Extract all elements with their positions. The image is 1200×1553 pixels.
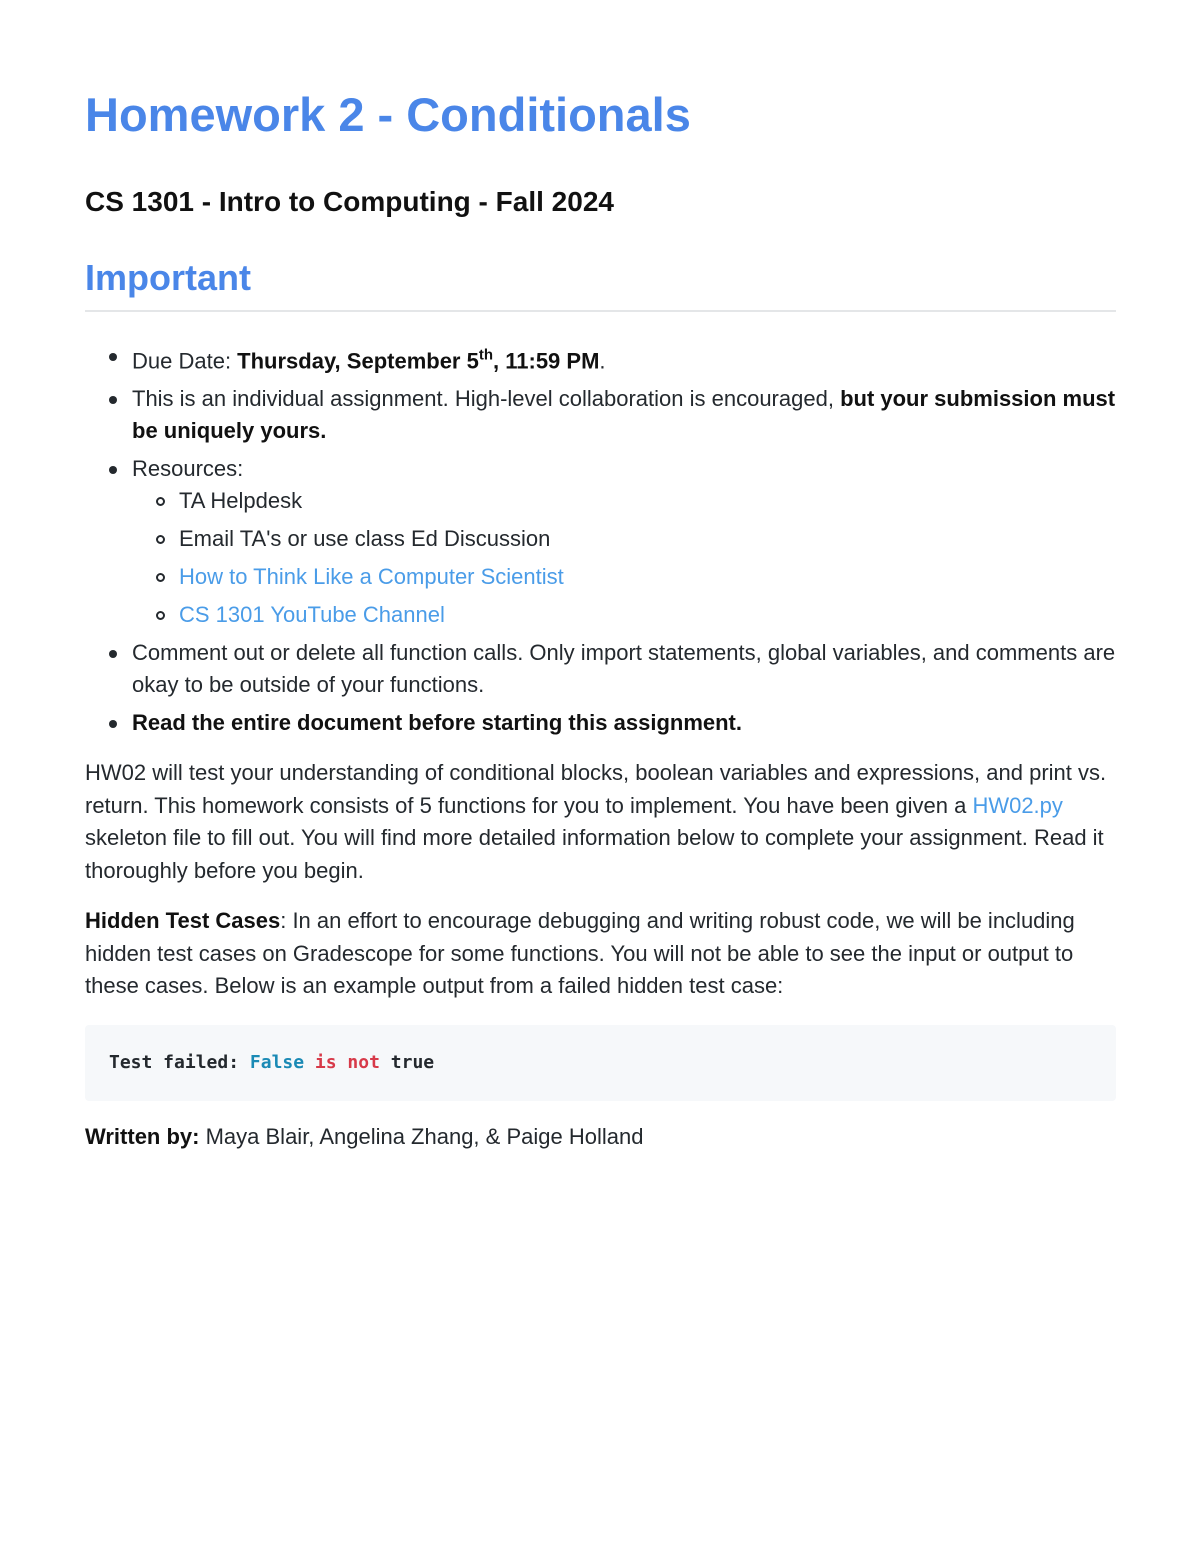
hidden-test-label: Hidden Test Cases [85, 908, 281, 934]
code-is-not: is not [304, 1051, 380, 1073]
authors: Maya Blair, Angelina Zhang, & Paige Holland [199, 1123, 644, 1149]
due-date: Thursday, September 5 [237, 348, 479, 374]
think-like-cs-link[interactable]: How to Think Like a Computer Scientist [179, 564, 564, 590]
youtube-channel-link[interactable]: CS 1301 YouTube Channel [179, 602, 445, 628]
resource-ta-helpdesk: TA Helpdesk [179, 485, 1116, 517]
course-subtitle: CS 1301 - Intro to Computing - Fall 2024 [85, 186, 614, 217]
read-document-text: Read the entire document before starting this assignment. [132, 710, 742, 736]
code-true: true [379, 1051, 435, 1073]
intro-paragraph [85, 757, 1116, 887]
hw02-file-link[interactable]: HW02.py [972, 792, 1063, 818]
code-block [85, 1025, 1116, 1101]
resource-email-ta: Email TA's or use class Ed Discussion [179, 523, 1116, 555]
resources-label: Resources: [132, 456, 244, 482]
list-item-read-document [132, 707, 1116, 739]
code-text: Test failed: [109, 1051, 250, 1073]
code-false: False [249, 1051, 305, 1073]
written-by [85, 1121, 1116, 1154]
important-list [85, 340, 1116, 739]
resources-list [132, 485, 1116, 631]
individual-text: This is an individual assignment. High-level collaboration is encouraged, [132, 386, 841, 412]
section-heading-important: Important [85, 256, 1116, 312]
page-title: Homework 2 - Conditionals [85, 88, 691, 141]
list-item-resources [132, 453, 1116, 631]
due-end: . [599, 348, 606, 374]
hidden-test-paragraph [85, 905, 1116, 1003]
list-item-comment-out: Comment out or delete all function calls. Only import statements, global variables, and comments are okay to be outside of your functions. [132, 637, 1116, 701]
intro-text: HW02 will test your understanding of conditional blocks, boolean variables and expressions, and print vs. return. This homework consists of 5 functions for you to implement. You have been given a [85, 760, 1107, 818]
written-by-label: Written by: [85, 1123, 200, 1149]
due-time: , 11:59 PM [493, 348, 600, 374]
due-label: Due Date: [132, 348, 238, 374]
list-item-individual [132, 383, 1116, 447]
list-item-due-date [132, 340, 1116, 377]
due-date-suffix: th [478, 347, 494, 364]
resource-think-like-cs [179, 561, 1116, 593]
individual-bold: but your submission must be uniquely yours. [132, 386, 1116, 444]
hidden-test-text: : In an effort to encourage debugging and writing robust code, we will be including hidden test cases on Gradescope for some functions. You will not be able to see the input or output to these cases. Below is an example output from a failed hidden test case: [85, 908, 1075, 999]
resource-youtube [179, 599, 1116, 631]
intro-text-end: skeleton file to fill out. You will find more detailed information below to complete your assignment. Read it thoroughly before you begin. [85, 825, 1104, 883]
document [85, 84, 1116, 1153]
